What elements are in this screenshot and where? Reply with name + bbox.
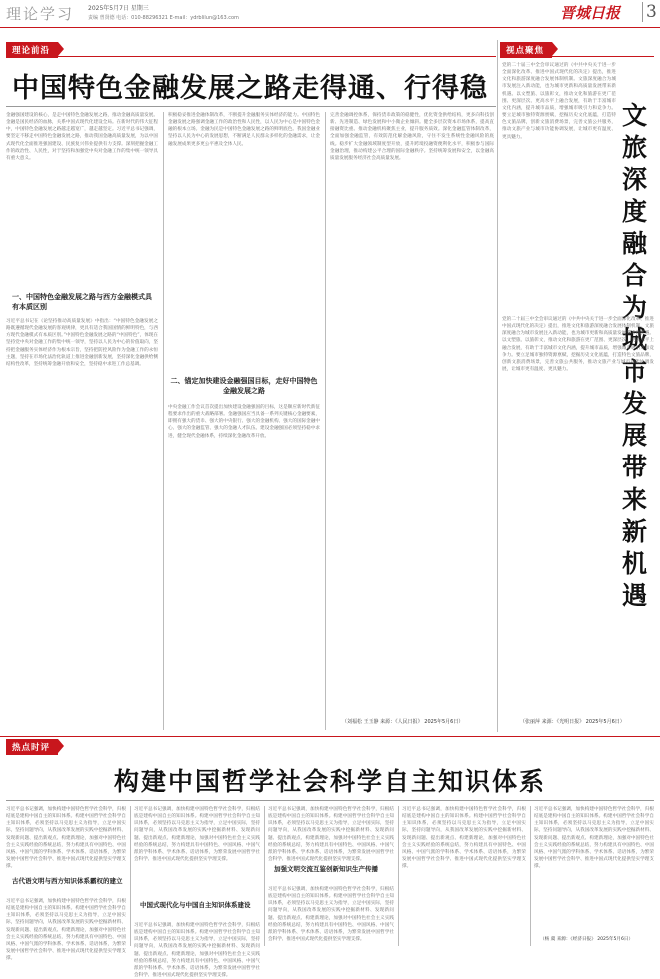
column-divider (398, 806, 399, 946)
sidebar-text-top: 党的二十届三中全会审议通过的《中共中央关于进一步全面深化改革、推进中国式现代化的决定》提出，推进文化和旅游深度融合发展体制机制。文旅深度融合为城市发展注入新动能，也为城市更新和高质量发展带来新机遇。以文塑旅、以旅彰文，推动文化和旅游在更广范围、更深层次、更高水平上融合发展，有助于丰富城市文化内涵，提升城市品质，增强城市吸引力和竞争力。要立足城市独特资源禀赋，挖掘历史文化底蕴，打造特色文旅品牌，创新文旅消费场景，完善文旅公共服务，推动文旅产业与城市功能协调发展，让城市更有温度、更具魅力。 (502, 63, 616, 140)
bottom-column-5: 习近平总书记强调，加快构建中国特色哲学社会科学，归根结底是建构中国自主的知识体系。构建中国哲学社会科学自主知识体系，必须坚持以马克思主义为指导，立足中国实际，坚持问题导向，从我国改革发展的实践中挖掘新材料、发现新问题、提出新观点、构建新理论，加强对中国特色社会主义实践经验的系统总结，努力构建具有中国特色、中国风格、中国气派的学科体系、学术体系、话语体系，为繁荣发展中国哲学社会科学、推进中国式现代化提供坚实学理支撑。 (534, 807, 654, 870)
bottom-subheading-2: 中国式现代化与中国自主知识体系建设 (140, 901, 251, 909)
column-divider (497, 40, 498, 732)
divider (0, 736, 660, 737)
column-divider (264, 806, 265, 946)
article-column-2b: 中央金融工作会议首次提出加快建设金融强国的目标，这是顺应新时代新征程要求作出的重大战略部署。金融强国应当具备一系列关键核心金融要素，即拥有强大的货币、强大的中央银行、强大的金融机构、强大的国际金融中心、强大的金融监管、强大的金融人才队伍。建设金融强国必须坚持稳中求进，健全现代金融体系，持续深化金融改革开放。 (168, 405, 320, 439)
divider (6, 800, 654, 801)
section-tag-theory-frontier: 理论前沿 (6, 42, 58, 58)
bottom-column-3b: 习近平总书记强调，加快构建中国特色哲学社会科学，归根结底是建构中国自主的知识体系。构建中国哲学社会科学自主知识体系，必须坚持以马克思主义为指导，立足中国实际，坚持问题导向，从我国改革发展的实践中挖掘新材料、发现新问题、提出新观点、构建新理论，加强对中国特色社会主义实践经验的系统总结，努力构建具有中国特色、中国风格、中国气派的学科体系、学术体系、话语体系，为繁荣发展中国哲学社会科学、推进中国式现代化提供坚实学理支撑。 (268, 887, 394, 943)
divider (6, 106, 496, 107)
sidebar-source-credit: （张丽萍 来源：《光明日报》 2025年5月6日） (520, 719, 625, 725)
main-headline: 中国特色金融发展之路走得通、行得稳 (12, 73, 488, 104)
column-divider (130, 806, 131, 946)
bottom-subheading-3: 加强文明交流互鉴创新知识生产传播 (274, 865, 378, 873)
section-tag-hot-commentary: 热点时评 (6, 739, 58, 755)
column-divider (163, 112, 164, 730)
article-source-credit: （刘福松 王玉静 来源：《人民日报》 2025年5月6日） (342, 719, 464, 725)
bottom-column-4: 习近平总书记强调，加快构建中国特色哲学社会科学，归根结底是建构中国自主的知识体系。构建中国哲学社会科学自主知识体系，必须坚持以马克思主义为指导，立足中国实际，坚持问题导向，从我国改革发展的实践中挖掘新材料、发现新问题、提出新观点、构建新理论，加强对中国特色社会主义实践经验的系统总结，努力构建具有中国特色、中国风格、中国气派的学科体系、学术体系、话语体系，为繁荣发展中国哲学社会科学、推进中国式现代化提供坚实学理支撑。 (402, 807, 526, 870)
bottom-source-credit: （杨 虞 来源：《经济日报》 2025年5月6日） (540, 937, 634, 942)
section-tag-viewpoint: 视点聚焦 (500, 42, 552, 58)
divider (6, 56, 496, 57)
editor-info: 责编 曾贤德 电话：010-88296321 E-mail：ydrblilun@163.com (88, 15, 239, 21)
article-subheading-1: 一、中国特色金融发展之路与西方金融模式具有本质区别 (12, 293, 152, 311)
bottom-column-1b: 习近平总书记强调，加快构建中国特色哲学社会科学，归根结底是建构中国自主的知识体系。构建中国哲学社会科学自主知识体系，必须坚持以马克思主义为指导，立足中国实际，坚持问题导向，从我国改革发展的实践中挖掘新材料、发现新问题、提出新观点、构建新理论，加强对中国特色社会主义实践经验的系统总结，努力构建具有中国特色、中国风格、中国气派的学科体系、学术体系、话语体系，为繁荣发展中国哲学社会科学、推进中国式现代化提供坚实学理支撑。 (6, 899, 126, 962)
section-name: 理论学习 (6, 5, 75, 23)
bottom-column-2: 习近平总书记强调，加快构建中国特色哲学社会科学，归根结底是建构中国自主的知识体系。构建中国哲学社会科学自主知识体系，必须坚持以马克思主义为指导，立足中国实际，坚持问题导向，从我国改革发展的实践中挖掘新材料、发现新问题、提出新观点、构建新理论，加强对中国特色社会主义实践经验的系统总结，努力构建具有中国特色、中国风格、中国气派的学科体系、学术体系、话语体系，为繁荣发展中国哲学社会科学、推进中国式现代化提供坚实学理支撑。 (134, 807, 260, 863)
column-divider (530, 806, 531, 946)
issue-date: 2025年5月7日 星期三 (88, 5, 149, 12)
article-column-2: 积极稳妥推进金融体制改革，不断提升金融服务实体经济的能力。中国特色金融发展之路强调金融工作的政治性和人民性，以人民为中心是中国特色金融的根本立场。金融为民是中国特色金融发展之路的鲜明底色。我国金融业坚持以人民为中心的发展思想，不断满足人民群众多样化的金融需求，让金融发展成果更多更公平惠及全体人民。 (168, 113, 320, 147)
masthead (0, 0, 660, 28)
divider (500, 56, 654, 57)
article-column-1: 金融强国建设的核心，是走中国特色金融发展之路，推动金融高质量发展。金融是国民经济的血脉，关系中国式现代化建设全局。在新时代的伟大征程中，中国特色金融发展之路越走越宽广，越走越坚定。习近平总书记强调，要坚定不移走中国特色金融发展之路，推动我国金融高质量发展，为以中国式现代化全面推进强国建设、民族复兴伟业提供有力支撑。深刻把握金融工作的政治性、人民性，对于坚持和加强党中央对金融工作的集中统一领导具有重大意义。 (6, 113, 158, 161)
bottom-column-1: 习近平总书记强调，加快构建中国特色哲学社会科学，归根结底是建构中国自主的知识体系。构建中国哲学社会科学自主知识体系，必须坚持以马克思主义为指导，立足中国实际，坚持问题导向，从我国改革发展的实践中挖掘新材料、发现新问题、提出新观点、构建新理论，加强对中国特色社会主义实践经验的系统总结，努力构建具有中国特色、中国风格、中国气派的学科体系、学术体系、话语体系，为繁荣发展中国哲学社会科学、推进中国式现代化提供坚实学理支撑。 (6, 807, 126, 870)
newspaper-logo: 晋城日报 (560, 4, 621, 22)
page-number: 3 (642, 2, 657, 22)
article-subheading-2: 二、锚定加快建设金融强国目标，走好中国特色金融发展之路 (170, 377, 318, 395)
sidebar-text-body: 党的二十届三中全会审议通过的《中共中央关于进一步全面深化改革、推进中国式现代化的决定》提出，推进文化和旅游深度融合发展体制机制。文旅深度融合为城市发展注入新动能，也为城市更新和高质量发展带来新机遇。以文塑旅、以旅彰文，推动文化和旅游在更广范围、更深层次、更高水平上融合发展，有助于丰富城市文化内涵，提升城市品质，增强城市吸引力和竞争力。要立足城市独特资源禀赋，挖掘历史文化底蕴，打造特色文旅品牌，创新文旅消费场景，完善文旅公共服务，推动文旅产业与城市功能协调发展，让城市更有温度、更具魅力。 (502, 317, 654, 373)
article-column-3: 完善金融调控体系，保持货币政策的稳健性，优化资金供给结构，更多向科技创新、先进制造、绿色发展和中小微企业倾斜。健全多层次资本市场体系，提高直接融资比重。推动金融机构聚焦主业，提升服务质效。深化金融监管体制改革，全面加强金融监管，有效防范化解金融风险，守住不发生系统性金融风险的底线。稳步扩大金融领域制度型开放，提升跨境投融资便利化水平，积极参与国际金融治理，推动构建公平合理的国际金融秩序。坚持统筹发展和安全，以金融高质量发展服务经济社会高质量发展。 (330, 113, 494, 161)
article-column-1b: 习近平总书记在《论坚持推动高质量发展》中指出：“中国特色金融发展之路既遵循现代金融发展的客观规律，更具有适合我国国情的鲜明特色，与西方现代金融模式有本质区别。”中国特色金融发展之路的“中国特色”，体现在坚持党中央对金融工作的集中统一领导，坚持以人民为中心的价值取向，坚持把金融服务实体经济作为根本宗旨，坚持把防控风险作为金融工作的永恒主题，坚持在市场化法治化轨道上推进金融创新发展，坚持深化金融供给侧结构性改革，坚持统筹金融开放和安全，坚持稳中求进工作总基调。 (6, 319, 158, 367)
sidebar-headline: 文旅深度融合为城市发展带来新机遇 (622, 101, 648, 610)
bottom-headline: 构建中国哲学社会科学自主知识体系 (113, 767, 546, 796)
bottom-subheading-1: 古代语文明与西方知识体系霸权的建立 (12, 877, 123, 885)
column-divider (325, 112, 326, 730)
bottom-column-3: 习近平总书记强调，加快构建中国特色哲学社会科学，归根结底是建构中国自主的知识体系。构建中国哲学社会科学自主知识体系，必须坚持以马克思主义为指导，立足中国实际，坚持问题导向，从我国改革发展的实践中挖掘新材料、发现新问题、提出新观点、构建新理论，加强对中国特色社会主义实践经验的系统总结，努力构建具有中国特色、中国风格、中国气派的学科体系、学术体系、话语体系，为繁荣发展中国哲学社会科学、推进中国式现代化提供坚实学理支撑。 (268, 807, 394, 863)
bottom-column-2b: 习近平总书记强调，加快构建中国特色哲学社会科学，归根结底是建构中国自主的知识体系。构建中国哲学社会科学自主知识体系，必须坚持以马克思主义为指导，立足中国实际，坚持问题导向，从我国改革发展的实践中挖掘新材料、发现新问题、提出新观点、构建新理论，加强对中国特色社会主义实践经验的系统总结，努力构建具有中国特色、中国风格、中国气派的学科体系、学术体系、话语体系，为繁荣发展中国哲学社会科学、推进中国式现代化提供坚实学理支撑。 (134, 923, 260, 979)
